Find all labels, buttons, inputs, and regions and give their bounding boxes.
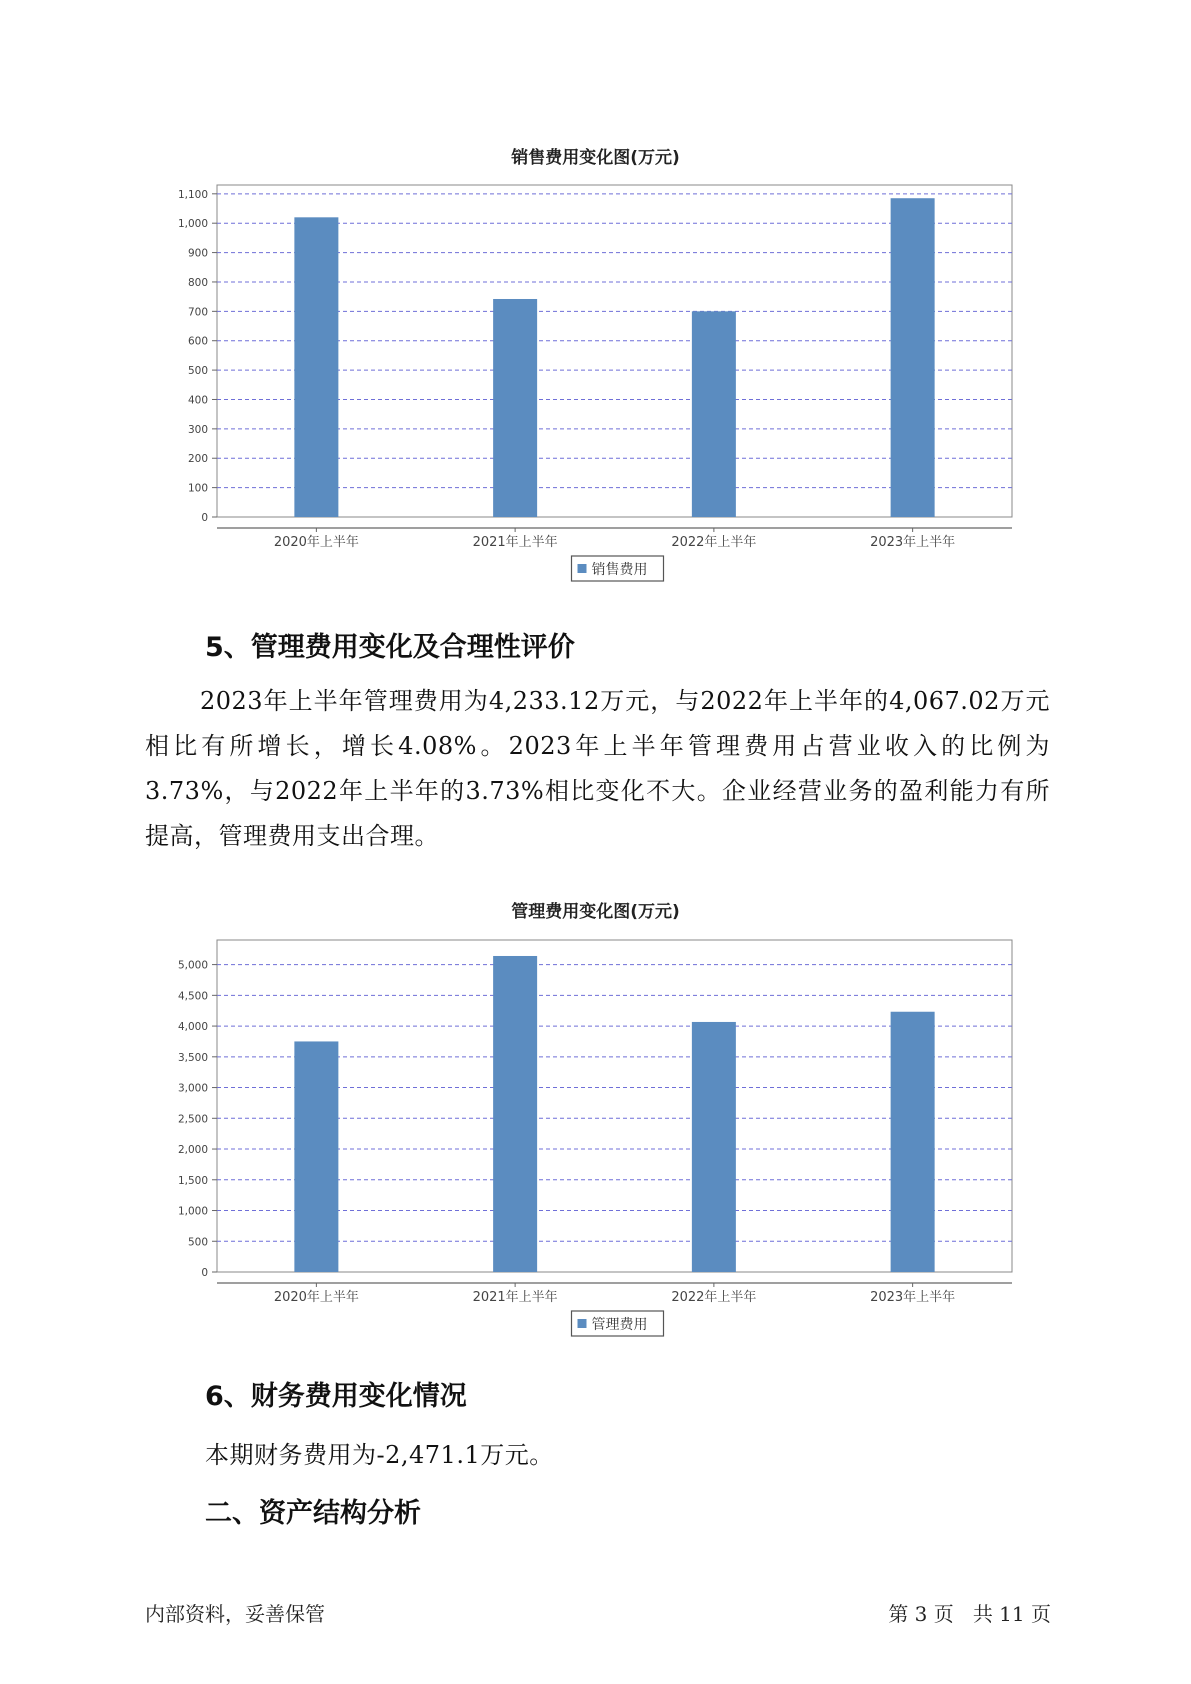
y-tick-label: 600: [187, 335, 208, 348]
x-tick-label: 2022年上半年: [671, 535, 757, 550]
x-tick-label: 2021年上半年: [472, 535, 558, 550]
x-tick-label: 2021年上半年: [472, 1290, 558, 1305]
legend-label: 管理费用: [591, 1317, 648, 1333]
footer-page-number: 第 3 页 共 11 页: [888, 1602, 1051, 1626]
x-tick-label: 2022年上半年: [671, 1290, 757, 1305]
x-tick-label: 2020年上半年: [273, 1290, 359, 1305]
y-tick-label: 300: [187, 423, 208, 436]
y-tick-label: 500: [187, 1236, 208, 1249]
x-tick-label: 2023年上半年: [870, 535, 956, 550]
y-tick-label: 400: [187, 394, 208, 407]
x-tick-label: 2023年上半年: [870, 1290, 956, 1305]
legend-swatch: [578, 564, 587, 573]
x-tick-label: 2020年上半年: [273, 535, 359, 550]
y-tick-label: 2,000: [177, 1144, 208, 1157]
y-tick-label: 1,000: [177, 218, 208, 231]
y-tick-label: 4,000: [177, 1021, 208, 1034]
bar: [493, 299, 537, 517]
sales-expense-chart: [0, 165, 1191, 578]
bar: [692, 311, 736, 517]
sales-chart-title: 销售费用变化图(万元): [511, 148, 680, 168]
y-tick-label: 0: [201, 512, 208, 524]
y-tick-label: 3,500: [177, 1051, 208, 1064]
y-tick-label: 700: [187, 306, 208, 319]
bar: [891, 1012, 935, 1272]
y-tick-label: 500: [187, 365, 208, 378]
admin-chart-title: 管理费用变化图(万元): [511, 902, 680, 922]
y-tick-label: 2,500: [177, 1113, 208, 1126]
y-tick-label: 1,100: [177, 188, 208, 201]
y-tick-label: 100: [187, 482, 208, 495]
footer-confidential-note: 内部资料，妥善保管: [145, 1602, 325, 1626]
bar: [294, 1041, 338, 1272]
legend-label: 销售费用: [591, 562, 648, 578]
admin-expense-chart: [0, 920, 1191, 1333]
bar: [493, 956, 537, 1272]
bar: [891, 198, 935, 517]
section-2-heading: 二、资产结构分析: [205, 1498, 421, 1529]
y-tick-label: 200: [187, 453, 208, 466]
bar: [692, 1022, 736, 1272]
y-tick-label: 1,500: [177, 1174, 208, 1187]
y-tick-label: 4,500: [177, 990, 208, 1003]
y-tick-label: 0: [201, 1267, 208, 1279]
y-tick-label: 900: [187, 247, 208, 260]
legend-swatch: [578, 1319, 587, 1328]
section-6-heading: 6、财务费用变化情况: [205, 1381, 467, 1412]
section-6-paragraph: 本期财务费用为-2,471.1万元。: [205, 1441, 554, 1469]
bar: [294, 217, 338, 517]
y-tick-label: 3,000: [177, 1082, 208, 1095]
y-tick-label: 5,000: [177, 959, 208, 972]
section-5-heading: 5、管理费用变化及合理性评价: [205, 632, 575, 663]
section-5-paragraph: 2023年上半年管理费用为4,233.12万元，与2022年上半年的4,067.02万元相比有所增长，增长4.08%。2023年上半年管理费用占营业收入的比例为3.73%，与2022年上半年的3.73%相比变化不大。企业经营业务的盈利能力有所提高，管理费用支出合理。: [145, 687, 1050, 850]
y-tick-label: 1,000: [177, 1205, 208, 1218]
y-tick-label: 800: [187, 276, 208, 289]
